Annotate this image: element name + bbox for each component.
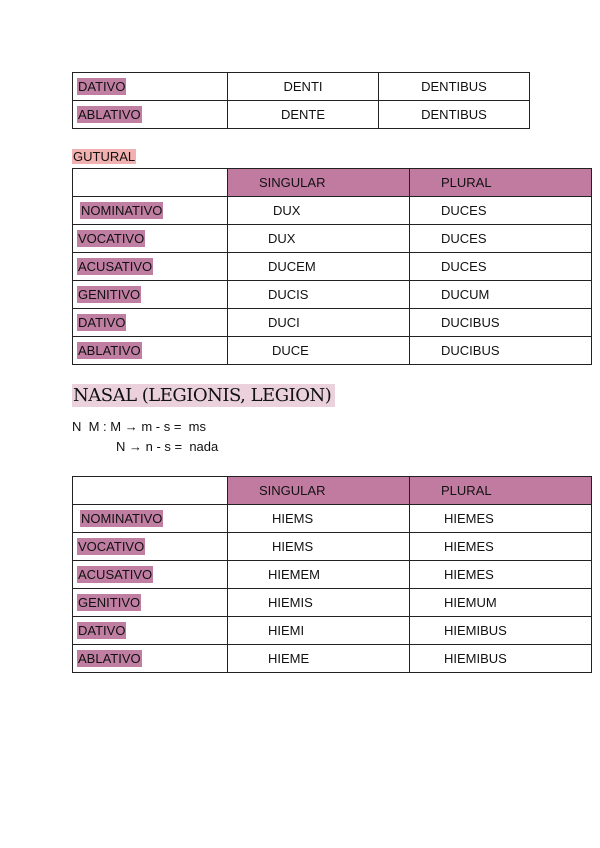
singular-cell: DENTI [228,73,379,101]
plural-cell: DUCUM [410,281,592,309]
table-row [73,561,592,589]
plural-cell: DUCES [410,225,592,253]
plural-cell: DUCES [410,197,592,225]
plural-cell: HIEMIBUS [410,617,592,645]
plural-cell: DUCIBUS [410,337,592,365]
singular-cell: DUCI [228,309,410,337]
case-label: DATIVO [78,315,126,330]
singular-cell: HIEMIS [228,589,410,617]
singular-cell: DUCEM [228,253,410,281]
table-row [73,505,592,533]
table-header-row [73,477,592,505]
table-row [73,589,592,617]
singular-cell: DUX [228,225,410,253]
table-row [73,101,530,129]
header-plural: PLURAL [410,477,592,505]
case-label: DATIVO [78,79,126,94]
case-label: ACUSATIVO [78,259,153,274]
case-label: ACUSATIVO [78,567,153,582]
header-plural: PLURAL [410,169,592,197]
header-singular: SINGULAR [228,477,410,505]
table-row [73,337,592,365]
singular-cell: HIEME [228,645,410,673]
plural-cell: HIEMES [410,561,592,589]
singular-cell: DENTE [228,101,379,129]
section-label-gutural: GUTURAL [73,149,136,164]
singular-cell: HIEMS [228,533,410,561]
table-row [73,197,592,225]
table-header-row [73,169,592,197]
header-singular: SINGULAR [228,169,410,197]
case-label: ABLATIVO [78,343,141,358]
declension-table-dentis [72,72,530,129]
table-row [73,645,592,673]
case-label: ABLATIVO [78,651,141,666]
plural-cell: DUCIBUS [410,309,592,337]
plural-cell: DUCES [410,253,592,281]
table-row [73,253,592,281]
plural-cell: DENTIBUS [379,73,530,101]
case-label: ABLATIVO [78,107,141,122]
case-label: VOCATIVO [78,231,145,246]
plural-cell: DENTIBUS [379,101,530,129]
case-label: DATIVO [78,623,126,638]
section-heading-nasal: NASAL (LEGIONIS, LEGION) [72,384,335,407]
declension-table-gutural [72,168,592,365]
rule-line-2: N → n - s = nada [116,439,219,454]
case-label: VOCATIVO [78,539,145,554]
case-label: GENITIVO [78,595,141,610]
declension-table-nasal [72,476,592,673]
plural-cell: HIEMES [410,505,592,533]
case-label: NOMINATIVO [81,203,163,218]
singular-cell: HIEMEM [228,561,410,589]
table-row [73,309,592,337]
singular-cell: HIEMI [228,617,410,645]
singular-cell: DUX [228,197,410,225]
rule-line-1: N M : M → m - s = ms [72,419,206,434]
plural-cell: HIEMES [410,533,592,561]
singular-cell: DUCIS [228,281,410,309]
singular-cell: DUCE [228,337,410,365]
table-row [73,281,592,309]
table-row [73,73,530,101]
case-label: GENITIVO [78,287,141,302]
plural-cell: HIEMUM [410,589,592,617]
table-row [73,225,592,253]
table-row [73,533,592,561]
table-row [73,617,592,645]
singular-cell: HIEMS [228,505,410,533]
plural-cell: HIEMIBUS [410,645,592,673]
case-label: NOMINATIVO [81,511,163,526]
